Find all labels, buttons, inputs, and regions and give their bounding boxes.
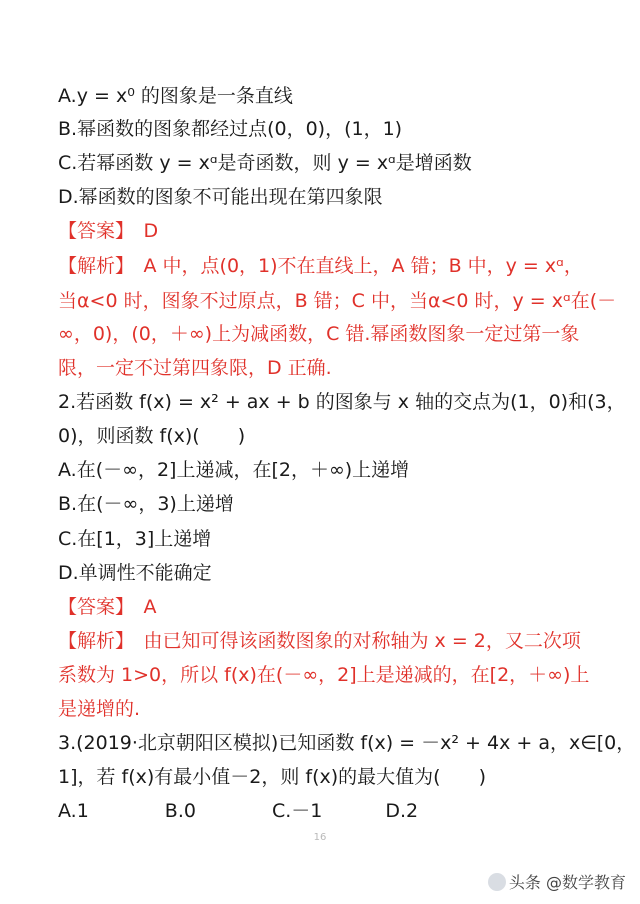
question-3-line-1: 3.(2019·北京朝阳区模拟)已知函数 f(x) = －x² + 4x + a，x∈[0，	[58, 732, 636, 754]
explanation-2-line-1: 【解析】 由已知可得该函数图象的对称轴为 x = 2，又二次项	[58, 630, 581, 652]
explanation-2-line-2: 系数为 1>0，所以 f(x)在(－∞，2]上是递减的，在[2，＋∞)上	[58, 664, 590, 686]
page-number: 16	[313, 832, 327, 843]
q2-option-b: B.在(－∞，3)上递增	[58, 493, 234, 515]
answer-1: 【答案】 D	[58, 220, 159, 242]
q2-option-a: A.在(－∞，2]上递减，在[2，＋∞)上递增	[58, 459, 410, 481]
watermark-text: 头条 @数学教育	[508, 873, 626, 892]
q3-options: A.1 B.0 C.－1 D.2	[58, 800, 419, 822]
question-3-line-2: 1]，若 f(x)有最小值－2，则 f(x)的最大值为( )	[58, 766, 487, 788]
explanation-1-line-2: 当α<0 时，图象不过原点，B 错；C 中，当α<0 时，y = xᵅ在(－	[58, 290, 617, 312]
option-a: A.y = x⁰ 的图象是一条直线	[58, 85, 293, 107]
explanation-1-line-3: ∞，0)，(0，＋∞)上为减函数，C 错.幂函数图象一定过第一象	[58, 323, 580, 345]
avatar-icon	[488, 873, 506, 891]
option-d: D.幂函数的图象不可能出现在第四象限	[58, 186, 383, 208]
explanation-1-line-4: 限，一定不过第四象限，D 正确.	[58, 357, 332, 379]
question-2-line-2: 0)，则函数 f(x)( )	[58, 425, 246, 447]
explanation-2-line-3: 是递增的.	[58, 698, 141, 720]
answer-2: 【答案】 A	[58, 596, 157, 618]
option-c: C.若幂函数 y = xᵅ是奇函数，则 y = xᵅ是增函数	[58, 152, 472, 174]
question-2-line-1: 2.若函数 f(x) = x² + ax + b 的图象与 x 轴的交点为(1，0)和(3，	[58, 391, 626, 413]
watermark	[488, 870, 626, 893]
explanation-1-line-1: 【解析】 A 中，点(0，1)不在直线上，A 错；B 中，y = xᵅ，	[58, 255, 583, 277]
q2-option-c: C.在[1，3]上递增	[58, 528, 212, 550]
option-b: B.幂函数的图象都经过点(0，0)，(1，1)	[58, 118, 403, 140]
q2-option-d: D.单调性不能确定	[58, 562, 212, 584]
